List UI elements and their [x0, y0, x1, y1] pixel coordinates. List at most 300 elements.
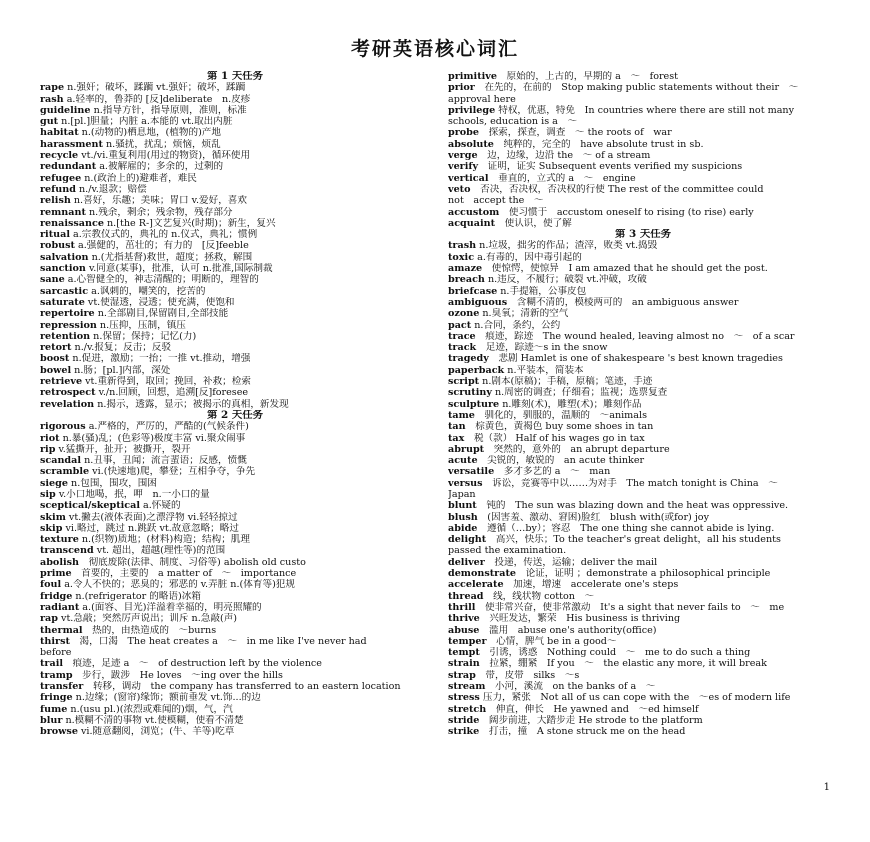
vocab-entry	[448, 161, 838, 172]
vocab-entry	[40, 342, 430, 353]
vocab-entry	[40, 229, 430, 240]
vocab-entry	[448, 150, 838, 161]
vocab-entry	[448, 342, 838, 353]
headword: blush	[448, 511, 478, 523]
vocab-entry	[448, 613, 838, 624]
headword: breach	[448, 274, 485, 286]
vocab-entry	[448, 568, 838, 579]
headword: browse	[40, 726, 78, 738]
vocab-entry	[40, 139, 430, 150]
headword: absolute	[448, 138, 494, 150]
day-heading: 第 2 天任务	[206, 409, 264, 421]
headword: acute	[448, 455, 478, 467]
definition: n.丑事，丑闻；流言蜚语；反感，愤慨	[81, 455, 247, 467]
headword: bowel	[40, 364, 72, 376]
headword: texture	[40, 534, 79, 546]
definition: 痕迹，踪迹 The wound healed, leaving almost no ～ of a scar	[475, 330, 795, 342]
headword: trail	[40, 658, 63, 670]
vocab-entry	[448, 421, 838, 432]
vocab-entry	[448, 625, 838, 636]
vocab-entry	[40, 670, 430, 681]
headword: abuse	[448, 624, 480, 636]
headword: tan	[448, 421, 466, 433]
definition: v./n.回顾，回想，追溯[反]foresee	[95, 387, 249, 399]
headword: tragedy	[448, 353, 489, 365]
definition: schools, education is a ～	[448, 116, 578, 128]
vocab-entry	[40, 636, 430, 647]
definition: n.(refrigerator 的略语)冰箱	[72, 590, 201, 602]
definition: n.模糊不清的事物 vt.使模糊，使看不清楚	[62, 714, 244, 726]
vocab-entry	[448, 240, 838, 251]
headword: tame	[448, 409, 475, 421]
definition: a.(面容、目光)洋溢着幸福的，明亮照耀的	[79, 601, 262, 613]
vocab-entry	[448, 579, 838, 590]
headword: vertical	[448, 172, 489, 184]
headword: strike	[448, 726, 480, 738]
definition: 证明，证实 Subsequent events verified my suspicions	[478, 161, 743, 173]
definition: n.(usu pl.)(浓烈或难闻的)烟，气，汽	[67, 703, 233, 715]
vocab-entry	[40, 681, 430, 692]
vocab-entry	[40, 376, 430, 387]
vocab-entry	[40, 173, 430, 184]
vocab-entry	[448, 286, 838, 297]
vocab-entry	[448, 399, 838, 410]
vocab-entry	[40, 478, 430, 489]
definition: n.(动物的)栖息地，(植物的)产地	[78, 127, 221, 139]
vocab-entry	[448, 557, 838, 568]
vocab-entry	[448, 489, 838, 500]
vocab-entry	[448, 523, 838, 534]
definition: 首要的，主要的 a matter of ～ importance	[71, 568, 297, 580]
definition: n.保留；保持；记忆(力)	[90, 330, 197, 342]
headword: tramp	[40, 669, 73, 681]
headword: briefcase	[448, 285, 498, 297]
headword: rash	[40, 93, 64, 105]
vocab-entry	[40, 602, 430, 613]
headword: repression	[40, 319, 97, 331]
definition: 渴，口渴 The heat creates a ～ in me like I've never had	[69, 635, 367, 647]
vocab-entry	[40, 150, 430, 161]
headword: demonstrate	[448, 568, 516, 580]
headword: renaissance	[40, 217, 104, 229]
definition: n.促进，激励；一抬；一推 vt.推动，增强	[69, 353, 251, 365]
vocab-entry	[40, 512, 430, 523]
headword: fridge	[40, 590, 73, 602]
definition: n.强奸；破坏，蹂躏 vt.强奸；破坏，蹂躏	[64, 82, 246, 94]
headword: retention	[40, 330, 91, 342]
right-column	[448, 71, 838, 738]
headword: stress	[448, 692, 480, 704]
headword: prior	[448, 82, 475, 94]
headword: sculpture	[448, 398, 500, 410]
definition: n.喜好，乐趣；美味；胃口 v.爱好，喜欢	[70, 195, 247, 207]
definition: 边，边缘，边沿 the ～ of a stream	[477, 150, 651, 162]
definition: 投递，传送，运输；deliver the mail	[484, 556, 658, 568]
vocab-entry	[40, 308, 430, 319]
definition: n.周密的调查；仔细看；监视；选票复查	[491, 387, 668, 399]
headword: pact	[448, 319, 472, 331]
definition: 小河，溪流 on the banks of a ～	[485, 681, 656, 693]
vocab-entry	[448, 71, 838, 82]
vocab-entry	[448, 670, 838, 681]
definition: vt.重新得到，取回；挽回，补救；检索	[82, 376, 251, 388]
vocab-entry	[448, 331, 838, 342]
vocab-entry	[40, 523, 430, 534]
definition: vt./vi.重复利用(用过的物资)，循环使用	[78, 150, 251, 162]
definition: vt.撇去(液体表面)之漂浮物 vi.轻轻掠过	[65, 511, 238, 523]
headword: revelation	[40, 398, 95, 410]
vocab-entry	[448, 715, 838, 726]
headword: ambiguous	[448, 296, 508, 308]
headword: habitat	[40, 127, 79, 139]
vocab-entry	[448, 726, 838, 737]
definition: 遵循（…by）；容忍 The one thing she cannot abide is lying.	[477, 522, 775, 534]
definition: 多才多艺的 a ～ man	[494, 466, 611, 478]
headword: trace	[448, 330, 476, 342]
vocab-entry	[448, 681, 838, 692]
headword: ozone	[448, 308, 480, 320]
headword: acquaint	[448, 217, 496, 229]
headword: strain	[448, 658, 480, 670]
document-title: 考研英语核心词汇	[350, 38, 519, 60]
definition: n.包围，围攻，围困	[67, 477, 157, 489]
vocab-entry	[40, 387, 430, 398]
vocab-entry	[448, 139, 838, 150]
headword: sarcastic	[40, 285, 89, 297]
headword: skip	[40, 522, 63, 534]
vocab-entry	[448, 444, 838, 455]
definition: 纯粹的，完全的 have absolute trust in sb.	[493, 138, 704, 150]
definition: n./v.报复；反击；反驳	[71, 342, 172, 354]
definition: vi.略过，跳过 n.跳跃 vt.故意忽略；略过	[62, 522, 239, 534]
definition: vi.(快速地)爬，攀登；互相争夺，争先	[89, 466, 256, 478]
headword: veto	[448, 183, 471, 195]
vocab-entry	[40, 161, 430, 172]
headword: radiant	[40, 601, 80, 613]
vocab-entry	[448, 636, 838, 647]
vocab-entry	[40, 218, 430, 229]
definition: v.小口地喝，抿，呷 n.一小口的量	[55, 488, 210, 500]
definition: n.[pl.]胆量；内脏 a.本能的 vt.取出内脏	[58, 116, 233, 128]
headword: abrupt	[448, 443, 485, 455]
definition: 转移，调动 the company has transferred to an eastern location	[83, 681, 401, 693]
vocab-entry	[448, 410, 838, 421]
definition: 伸直，伸长 He yawned and ～ed himself	[486, 703, 699, 715]
headword: probe	[448, 127, 479, 139]
definition: 税（款） Half of his wages go in tax	[464, 432, 645, 444]
headword: harassment	[40, 138, 103, 150]
headword: abide	[448, 522, 478, 534]
vocab-entry	[448, 534, 838, 545]
definition: a.强健的，茁壮的；有力的 [反]feeble	[74, 240, 249, 252]
definition: n.手提箱，公事皮包	[497, 285, 587, 297]
definition: a.被解雇的；多余的，过剩的	[96, 161, 224, 173]
definition: 带，皮带 silks ～s	[475, 669, 580, 681]
vocab-entry	[448, 263, 838, 274]
headword: prime	[40, 568, 72, 580]
definition: 步行，跋涉 He loves ～ing over the hills	[72, 669, 283, 681]
vocab-entry	[448, 455, 838, 466]
vocab-entry	[40, 365, 430, 376]
headword: salvation	[40, 251, 89, 263]
vocab-entry	[448, 94, 838, 105]
vocab-entry	[448, 512, 838, 523]
definition: a.有毒的，因中毒引起的	[474, 251, 582, 263]
headword: verify	[448, 161, 479, 173]
vocab-entry	[448, 466, 838, 477]
definition: n./v.退款；赔偿	[75, 183, 147, 195]
definition: n.剧本(原稿)；手稿，原稿；笔迹，手迹	[479, 376, 653, 388]
vocab-entry	[40, 545, 430, 556]
definition: n.(织物)质地；(材料)构造；结构；肌理	[78, 534, 250, 546]
vocab-entry	[40, 715, 430, 726]
definition: n.边缘；(窗帘)缘饰；额前垂发 vt.饰...的边	[72, 692, 261, 704]
vocab-entry	[40, 647, 430, 658]
headword: rigorous	[40, 421, 86, 433]
headword: recycle	[40, 150, 79, 162]
vocab-entry	[448, 433, 838, 444]
vocab-entry	[40, 625, 430, 636]
vocab-entry	[40, 353, 430, 364]
headword: rap	[40, 613, 58, 625]
definition: a.严格的，严厉的，严酷的(气候条件)	[85, 421, 249, 433]
headword: track	[448, 342, 477, 354]
headword: ritual	[40, 229, 70, 241]
definition: 含糊不清的，模棱两可的 an ambiguous answer	[507, 296, 739, 308]
definition: 钝的 The sun was blazing down and the heat was oppressive.	[476, 500, 789, 512]
vocab-entry	[40, 455, 430, 466]
definition: 棕黄色，黄褐色 buy some shoes in tan	[465, 421, 654, 433]
definition: 原始的，上古的，早期的 a ～ forest	[496, 71, 679, 82]
headword: stretch	[448, 703, 487, 715]
headword: thread	[448, 590, 484, 602]
vocab-entry	[40, 658, 430, 669]
headword: retrospect	[40, 387, 96, 399]
definition: v.猛撕开，扯开；被撕开，裂开	[55, 443, 191, 455]
definition: passed the examination.	[448, 545, 567, 557]
vocab-entry	[448, 116, 838, 127]
headword: temper	[448, 635, 487, 647]
headword: deliver	[448, 556, 485, 568]
vocab-entry	[448, 173, 838, 184]
definition: 兴旺发达，繁荣 His business is thriving	[479, 613, 681, 625]
headword: thermal	[40, 624, 83, 636]
headword: transcend	[40, 545, 94, 557]
definition: 心情，脾气 be in a good～	[486, 635, 617, 647]
definition: n.(政治上的)避难者，难民	[81, 172, 197, 184]
vocab-entry	[40, 184, 430, 195]
day-heading: 第 3 天任务	[614, 229, 672, 241]
definition: n.垃圾，拙劣的作品；渣滓，败类 vt.捣毁	[476, 240, 658, 252]
vocab-entry	[448, 252, 838, 263]
headword: foul	[40, 579, 62, 591]
definition: 引诱，诱惑 Nothing could ～ me to do such a thing	[479, 647, 751, 659]
vocab-entry	[40, 274, 430, 285]
vocab-entry	[448, 105, 838, 116]
vocab-entry	[40, 331, 430, 342]
headword: sceptical/skeptical	[40, 500, 140, 512]
headword: primitive	[448, 71, 497, 82]
definition: 诉讼，竞赛等中以……为对手 The match tonight is China ～	[482, 477, 778, 489]
vocab-entry	[40, 320, 430, 331]
headword: versatile	[448, 466, 495, 478]
definition: 彻底废除(法律、制度、习俗等) abolish old custo	[79, 556, 306, 568]
definition: 线，线状物 cotton ～	[483, 590, 595, 602]
vocab-entry	[448, 82, 838, 93]
definition: 尖锐的，敏锐的 an acute thinker	[477, 455, 645, 467]
headword: paperback	[448, 364, 505, 376]
definition: n.指导方针，指导原则，准则，标准	[90, 104, 247, 116]
headword: retrieve	[40, 376, 83, 388]
headword: relish	[40, 195, 71, 207]
vocab-entry	[448, 500, 838, 511]
headword: privilege	[448, 104, 496, 116]
vocab-entry	[40, 726, 430, 737]
vocab-entry	[40, 195, 430, 206]
definition: 高兴，快乐；To the teacher's great delight，all his students	[486, 534, 781, 546]
definition: a.讽刺的，嘲笑的，挖苦的	[88, 285, 206, 297]
vocab-entry	[448, 218, 838, 229]
vocab-entry	[40, 444, 430, 455]
definition: 使习惯于 accustom oneself to rising (to rise) early	[499, 206, 754, 218]
vocab-entry	[40, 127, 430, 138]
vocab-entry	[40, 399, 430, 410]
definition: a.心智健全的，神志清醒的；明断的，理智的	[64, 274, 259, 286]
definition: vt.急敲；突然厉声说出；训斥 n.急敲(声)	[57, 613, 238, 625]
headword: script	[448, 376, 480, 388]
headword: redundant	[40, 161, 97, 173]
headword: riot	[40, 432, 60, 444]
definition: n.骚扰，扰乱；烦恼，烦乱	[102, 138, 221, 150]
definition: n.[the R-]文艺复兴(时期)；新生，复兴	[103, 217, 276, 229]
headword: versus	[448, 477, 483, 489]
headword: abolish	[40, 556, 79, 568]
vocab-entry	[448, 365, 838, 376]
vocab-entry	[448, 320, 838, 331]
vocab-entry	[40, 557, 430, 568]
definition: n.雕刻(术)，雕塑(术)；雕刻作品	[499, 398, 642, 410]
headword: trash	[448, 240, 477, 252]
definition: 悲剧 Hamlet is one of shakespeare 's best known tragedies	[488, 353, 783, 365]
definition: 打击，撞 A stone struck me on the head	[479, 726, 686, 738]
vocab-entry	[448, 274, 838, 285]
headword: saturate	[40, 296, 85, 308]
definition: n.臭氧；清新的空气	[479, 308, 569, 320]
vocab-entry	[448, 195, 838, 206]
vocab-entry	[40, 82, 430, 93]
definition: a.令人不快的；恶臭的；邪恶的 v.弄脏 n.(体育等)犯规	[61, 579, 295, 591]
definition: n.全部剧目,保留剧目,全部技能	[94, 308, 229, 320]
definition: 使惊愕，使惊异 I am amazed that he should get the post.	[482, 263, 768, 275]
vocab-entry	[40, 297, 430, 308]
vocab-entry	[448, 602, 838, 613]
definition: n.肠；[pl.]内部，深处	[71, 364, 171, 376]
definition: 热的，由热造成的 ～burns	[82, 624, 217, 636]
definition: not accept the ～	[448, 195, 544, 207]
headword: fringe	[40, 692, 73, 704]
headword: stride	[448, 714, 480, 726]
definition: n.揭示，透露，显示；被揭示的真相，新发现	[94, 398, 289, 410]
vocab-entry	[40, 240, 430, 251]
definition: vt. 超出，超越(理性等)的范围	[93, 545, 226, 557]
definition: before	[40, 647, 72, 659]
definition: a.怀疑的	[139, 500, 181, 512]
definition: 痕迹，足迹 a ～ of destruction left by the violence	[63, 658, 322, 670]
headword: siege	[40, 477, 68, 489]
vocab-entry	[40, 568, 430, 579]
headword: scramble	[40, 466, 90, 478]
definition: 拉紧，绷紧 If you ～ the elastic any more, it will break	[479, 658, 767, 670]
vocab-entry	[40, 489, 430, 500]
vocab-entry	[448, 207, 838, 218]
definition: n.合同，条约，公约	[471, 319, 561, 331]
vocab-entry	[448, 387, 838, 398]
vocab-entry	[448, 545, 838, 556]
vocab-entry	[40, 500, 430, 511]
definition: vi.随意翻阅，浏览；(牛、羊等)吃草	[77, 726, 235, 738]
vocab-entry	[448, 353, 838, 364]
definition: 驯化的，驯服的，温顺的 ～animals	[474, 409, 647, 421]
headword: accelerate	[448, 579, 504, 591]
vocab-entry	[40, 466, 430, 477]
definition: n.平装本，简装本	[504, 364, 584, 376]
headword: gut	[40, 116, 59, 128]
definition: 压力，紧张 Not all of us can cope with the ～es of modern life	[479, 692, 791, 704]
headword: blunt	[448, 500, 477, 512]
vocab-entry	[448, 376, 838, 387]
headword: skim	[40, 511, 66, 523]
vocab-entry	[448, 591, 838, 602]
headword: amaze	[448, 263, 483, 275]
vocab-entry	[448, 127, 838, 138]
headword: retort	[40, 342, 72, 354]
headword: sanction	[40, 263, 86, 275]
definition: 探索，探查，调查 ～ the roots of war	[478, 127, 672, 139]
definition: v.同意(某事)，批准，认可 n.批准,国际制裁	[85, 263, 273, 275]
definition: 足迹，踪迹～s in the snow	[476, 342, 608, 354]
definition: n.压抑，压制，镇压	[96, 319, 186, 331]
vocab-entry	[40, 286, 430, 297]
definition: 使认识，使了解	[495, 217, 572, 229]
definition: 论证，证明 ；demonstrate a philosophical principle	[515, 568, 771, 580]
headword: delight	[448, 534, 487, 546]
headword: transfer	[40, 681, 84, 693]
vocab-entry	[40, 252, 430, 263]
headword: refund	[40, 183, 76, 195]
vocab-entry	[40, 263, 430, 274]
headword: rape	[40, 82, 65, 94]
headword: verge	[448, 150, 478, 162]
vocab-entry	[40, 534, 430, 545]
vocab-entry	[40, 116, 430, 127]
vocab-entry	[40, 94, 430, 105]
definition: 在先的，在前的 Stop making public statements without their ～	[474, 82, 799, 94]
headword: toxic	[448, 251, 475, 263]
headword: remnant	[40, 206, 86, 218]
definition: n.残余，剩余；残余物，残存部分	[85, 206, 233, 218]
headword: thrill	[448, 601, 476, 613]
headword: stream	[448, 681, 486, 693]
vocab-entry	[40, 579, 430, 590]
definition: 突然的，意外的 an abrupt departure	[484, 443, 670, 455]
vocab-entry	[448, 692, 838, 703]
headword: thirst	[40, 635, 70, 647]
definition: approval here	[448, 93, 516, 105]
vocab-entry	[448, 704, 838, 715]
headword: boost	[40, 353, 70, 365]
definition: n.暴(骚)乱；(色彩等)极度丰富 vi.聚众闹事	[59, 432, 246, 444]
vocab-entry	[40, 613, 430, 624]
